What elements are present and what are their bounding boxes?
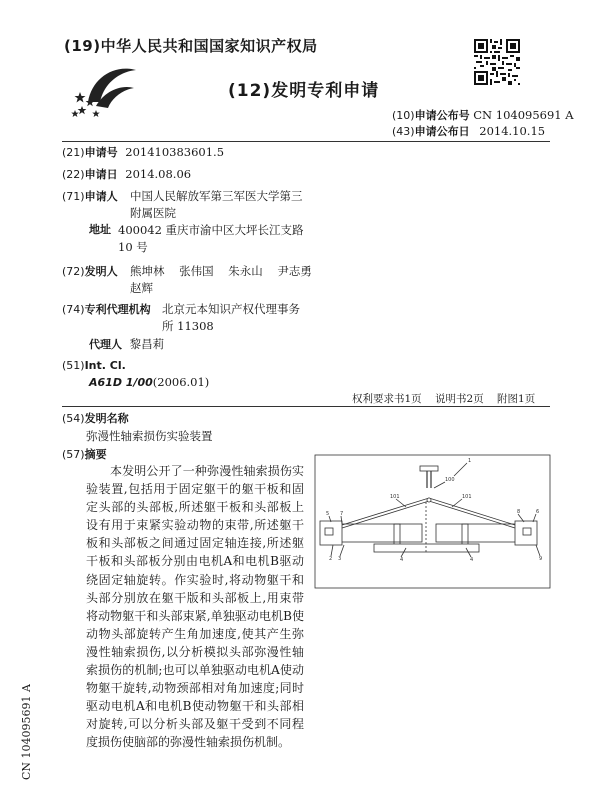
publication-number: (10)申请公布号 CN 104095691 A — [392, 108, 574, 122]
publication-date-value: 2014.10.15 — [479, 124, 546, 138]
application-number: (21)申请号 201410383601.5 — [62, 145, 225, 159]
invention-title-heading: (54)发明名称 — [62, 412, 129, 425]
fig-label-101-left: 101 — [390, 494, 400, 500]
fig-label-7: 7 — [340, 511, 344, 517]
patent-agency: (74)专利代理机构 — [62, 303, 151, 316]
fig-label-3: 3 — [338, 556, 342, 562]
fig-label-8: 8 — [517, 509, 521, 515]
fig-label-101-right: 101 — [462, 494, 472, 500]
fig-label-4-right: 4 — [470, 557, 474, 563]
fig-label-5: 5 — [326, 511, 330, 517]
office-name: (19)中华人民共和国国家知识产权局 — [64, 37, 318, 55]
address-line2: 10 号 — [118, 240, 148, 254]
agency-line2: 所 11308 — [162, 319, 214, 333]
invention-title: 弥漫性轴索损伤实验装置 — [86, 429, 213, 443]
publication-date: (43)申请公布日 2014.10.15 — [392, 124, 546, 138]
fig-label-1: 1 — [468, 458, 472, 464]
abstract-figure — [314, 452, 552, 590]
address-line1: 400042 重庆市渝中区大坪长江支路 — [118, 223, 304, 237]
section-rule — [62, 406, 550, 407]
address-label: 地址 — [89, 223, 111, 236]
inventors-line2: 赵辉 — [130, 281, 153, 295]
document-type: (12)发明专利申请 — [228, 81, 380, 101]
int-cl-label: (51)Int. Cl. — [62, 359, 126, 372]
fig-label-6: 6 — [536, 509, 540, 515]
applicant-line2: 附属医院 — [130, 206, 176, 220]
side-publication-number: CN 104095691 A — [20, 684, 33, 780]
inventors-line1: 熊坤林 张伟国 朱永山 尹志勇 — [130, 264, 312, 278]
agent: 代理人 黎昌莉 — [89, 337, 165, 351]
abstract-body — [86, 462, 304, 752]
header-rule — [62, 141, 550, 142]
agency-line1: 北京元本知识产权代理事务 — [162, 302, 300, 316]
fig-label-4-left: 4 — [400, 557, 404, 563]
inventors: (72)发明人 — [62, 265, 118, 278]
fig-label-9: 9 — [539, 556, 543, 562]
applicant-line1: 中国人民解放军第三军医大学第三 — [130, 189, 303, 203]
sipo-emblem — [70, 58, 140, 120]
applicant: (71)申请人 — [62, 190, 118, 203]
publication-number-value: CN 104095691 A — [473, 108, 574, 122]
abstract-heading: (57)摘要 — [62, 448, 107, 461]
fig-label-2: 2 — [329, 556, 333, 562]
int-cl-value: A61D 1/00(2006.01) — [89, 375, 210, 389]
application-date: (22)申请日 2014.08.06 — [62, 167, 192, 181]
fig-label-100: 100 — [445, 477, 455, 483]
abstract-text: 本发明公开了一种弥漫性轴索损伤实验装置,包括用于固定躯干的躯干板和固定头部的头部板,所述躯干板和头部板上设有用于束紧实验动物的束带,所述躯干板和头部板之间通过固定轴连接,所述躯干板和头部板分别由电机A和电机B驱动绕固定轴旋转。作实验时,将动物躯干和头部分别放在躯干版和头部板上,用束带将动物躯干和头部束紧,单独驱动电机B使动物头部旋转产生角加速度,使其产生弥漫性轴索损伤,以分析模拟头部弥漫性轴索损伤的机制;也可以单独驱动电机A使动物躯干旋转,动物颈部相对角加速度;同时驱动电机A和电机B使动物躯干和头部相对旋转,可以分析头部及躯干受到不同程度损伤使脑部的弥漫性轴索损伤机制。 — [86, 464, 304, 750]
page-counts: 权利要求书1页 说明书2页 附图1页 — [352, 393, 536, 405]
qr-code — [474, 39, 520, 85]
